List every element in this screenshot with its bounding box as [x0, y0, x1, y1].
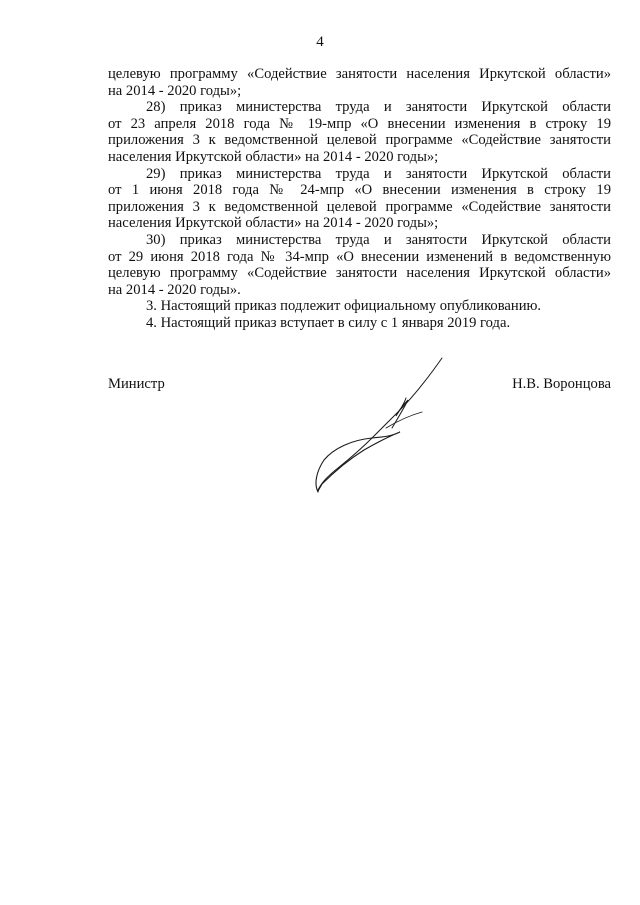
text-line: целевую программу «Содействие занятости населения Иркутской области»: [108, 265, 611, 282]
text-line: населения Иркутской области» на 2014 - 2020 годы»;: [108, 215, 439, 232]
text-line: 3. Настоящий приказ подлежит официальному опубликованию.: [146, 298, 542, 315]
text-line: 30) приказ министерства труда и занятости Иркутской области: [146, 231, 611, 248]
text-line: приложения 3 к ведомственной целевой программе «Содействие занятости: [108, 198, 611, 215]
text-line: на 2014 - 2020 годы»;: [108, 82, 242, 99]
document-body: [108, 66, 611, 332]
text-line: от 29 июня 2018 года № 34-мпр «О внесении изменений в ведомственную: [108, 248, 611, 265]
paragraph-continuation: [108, 66, 611, 99]
text-line: приложения 3 к ведомственной целевой программе «Содействие занятости: [108, 132, 611, 149]
text-line: на 2014 - 2020 годы».: [108, 281, 241, 298]
signer-name: Н.В. Воронцова: [512, 376, 611, 392]
text-line: от 1 июня 2018 года № 24-мпр «О внесении изменения в строку 19: [108, 182, 611, 199]
text-line: целевую программу «Содействие занятости населения Иркутской области»: [108, 66, 611, 82]
handwritten-signature: [300, 352, 460, 502]
text-line: от 23 апреля 2018 года № 19-мпр «О внесении изменения в строку 19: [108, 115, 611, 132]
list-item-28: [108, 99, 611, 165]
clause-3: [108, 298, 611, 315]
clause-4: [108, 315, 611, 332]
signer-title: Министр: [108, 376, 165, 392]
list-item-29: [108, 166, 611, 232]
text-line: 29) приказ министерства труда и занятости Иркутской области: [146, 165, 611, 182]
text-line: 28) приказ министерства труда и занятости Иркутской области: [146, 99, 611, 116]
page-number: 4: [316, 34, 324, 50]
text-line: 4. Настоящий приказ вступает в силу с 1 января 2019 года.: [146, 314, 511, 331]
text-line: населения Иркутской области» на 2014 - 2020 годы»;: [108, 148, 439, 165]
list-item-30: [108, 232, 611, 298]
